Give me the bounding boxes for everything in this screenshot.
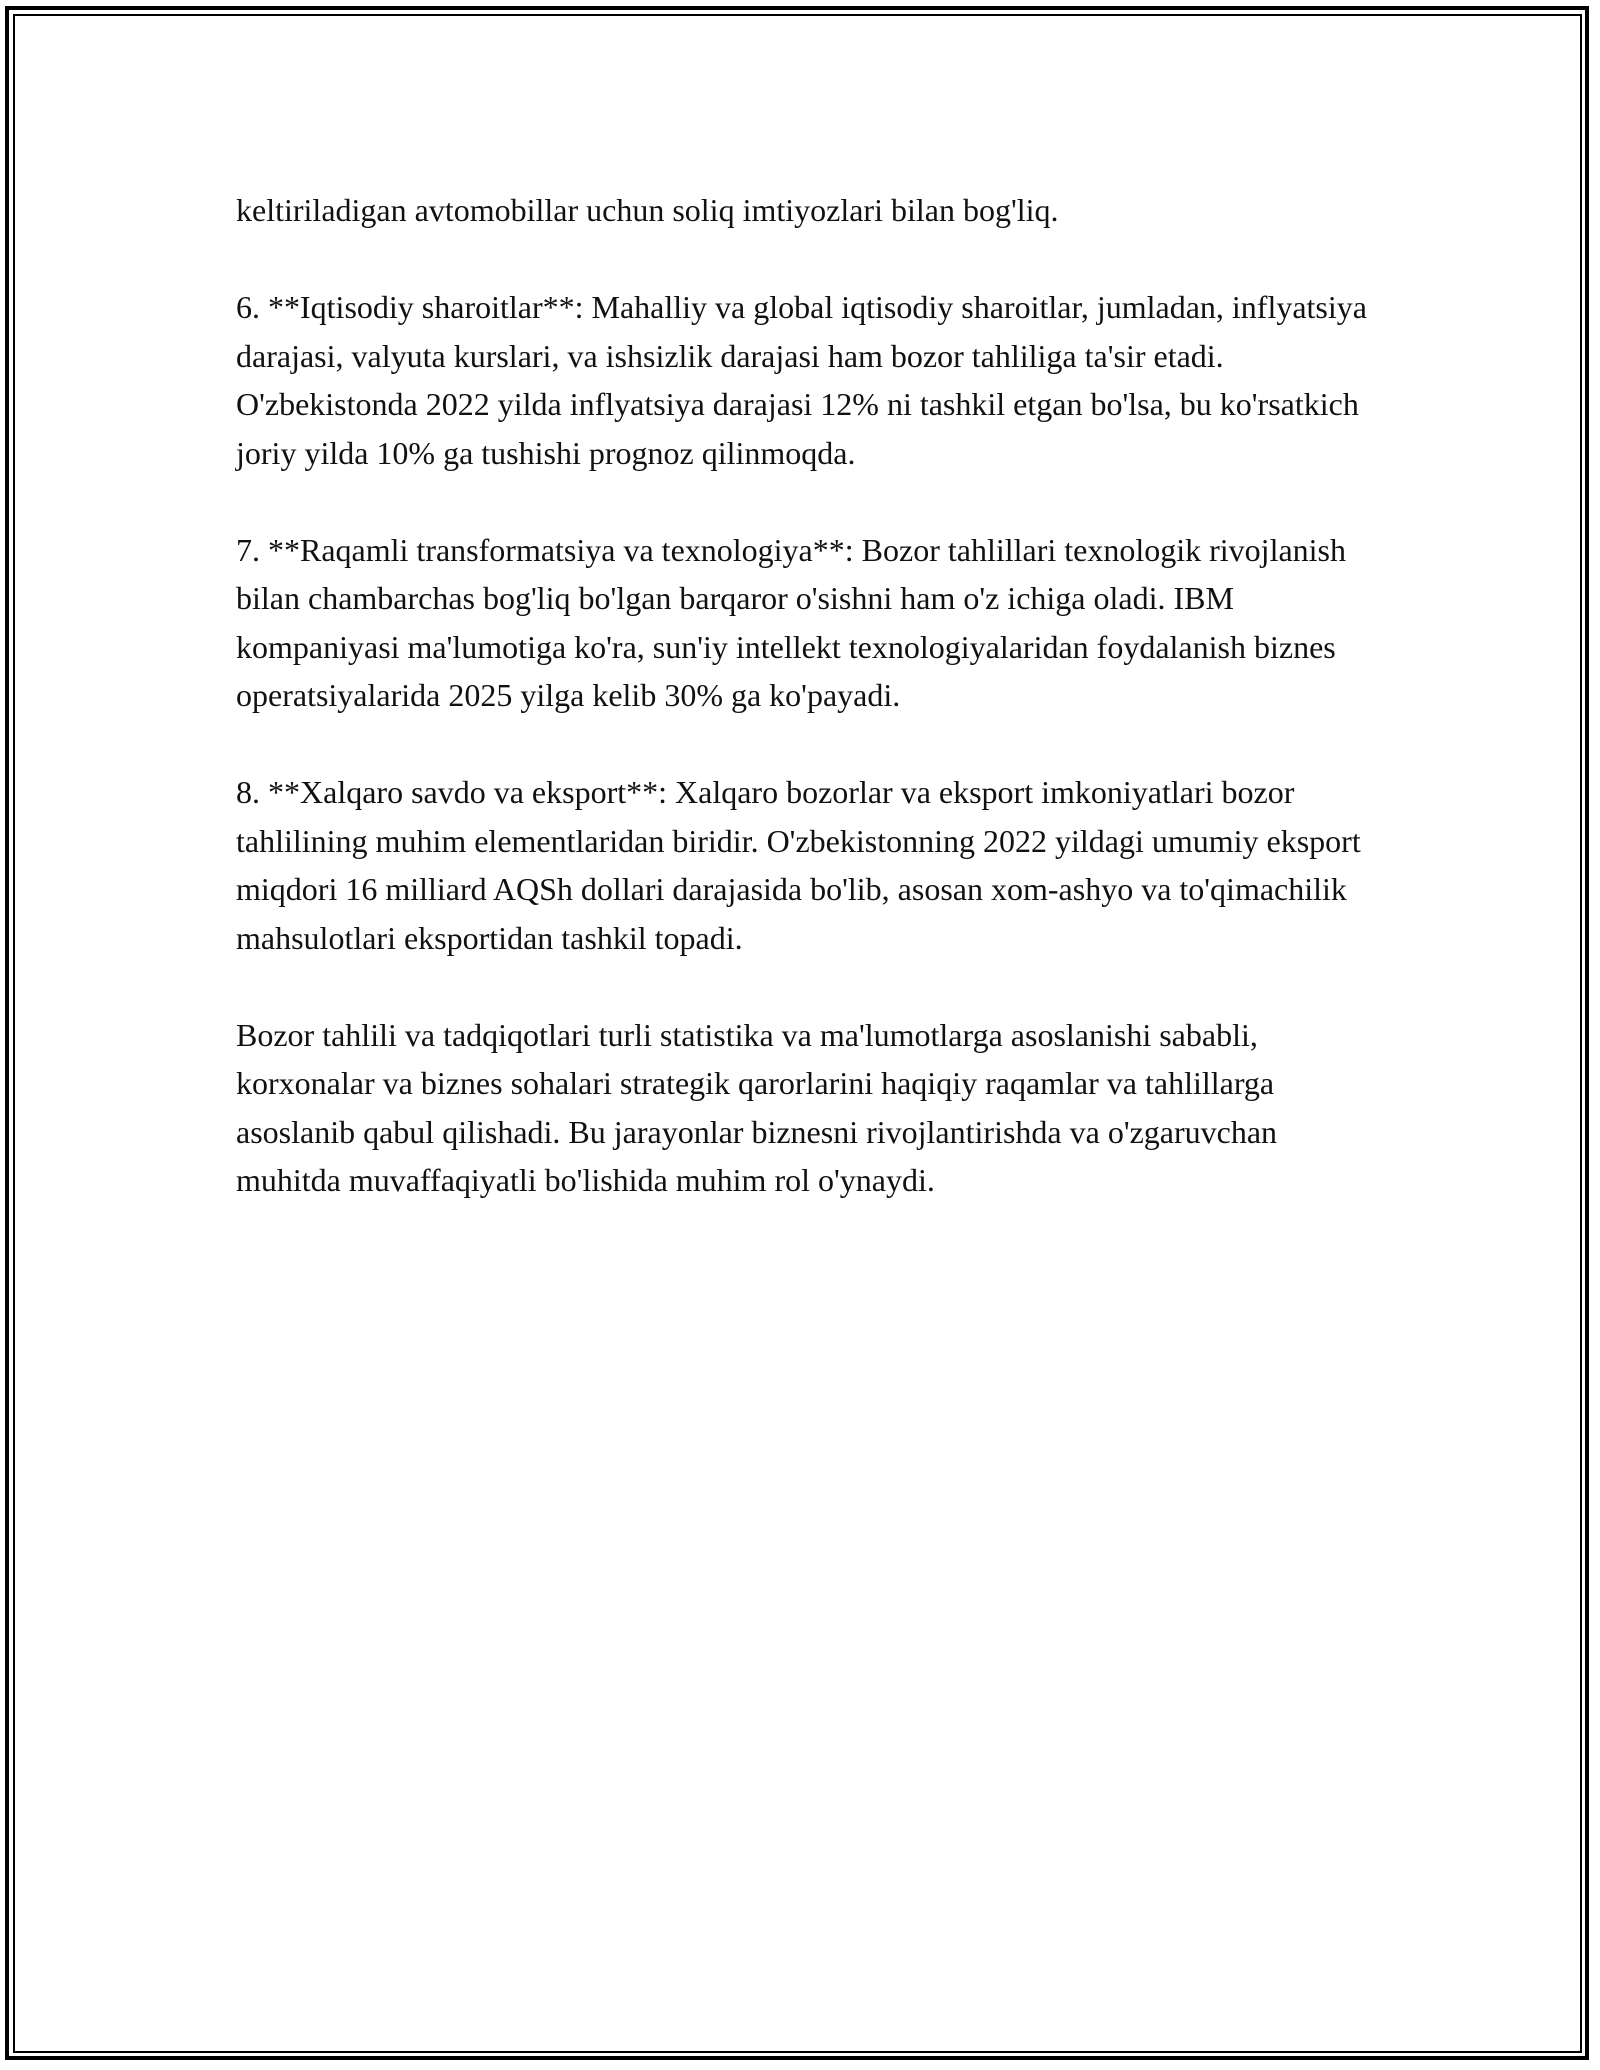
paragraph-continuation: keltiriladigan avtomobillar uchun soliq imtiyozlari bilan bog'liq. <box>236 192 1059 228</box>
paragraph-international-trade: 8. **Xalqaro savdo va eksport**: Xalqaro bozorlar va eksport imkoniyatlari bozor tahlilining muhim elementlaridan biridir. O'zbekistonning 2022 yildagi umumiy eksport miqdori 16 milliard AQSh dollari darajasida bo'lib, asosan xom-ashyo va to'qimachilik mahsulotlari eksportidan tashkil topadi. <box>236 774 1361 956</box>
paragraph-economic-conditions: 6. **Iqtisodiy sharoitlar**: Mahalliy va global iqtisodiy sharoitlar, jumladan, inflyatsiya darajasi, valyuta kurslari, va ishsizlik darajasi ham bozor tahliliga ta'sir etadi. O'zbekistonda 2022 yilda inflyatsiya darajasi 12% ni tashkil etgan bo'lsa, bu ko'rsatkich joriy yilda 10% ga tushishi prognoz qilinmoqda. <box>236 289 1367 471</box>
paragraph-digital-transformation: 7. **Raqamli transformatsiya va texnologiya**: Bozor tahlillari texnologik rivojlanish bilan chambarchas bog'liq bo'lgan barqaror o'sishni ham o'z ichiga oladi. IBM kompaniyasi ma'lumotiga ko'ra, sun'iy intellekt texnologiyalaridan foydalanish biznes operatsiyalarida 2025 yilga kelib 30% ga ko'payadi. <box>236 531 1346 713</box>
paragraph-conclusion: Bozor tahlili va tadqiqotlari turli statistika va ma'lumotlarga asoslanishi sababli, korxonalar va biznes sohalari strategik qarorlarini haqiqiy raqamlar va tahlillarga asoslanib qabul qilishadi. Bu jarayonlar biznesni rivojlantirishda va o'zgaruvchan muhitda muvaffaqiyatli bo'lishida muhim rol o'ynaydi. <box>236 1016 1278 1198</box>
document-body <box>236 186 1386 1205</box>
